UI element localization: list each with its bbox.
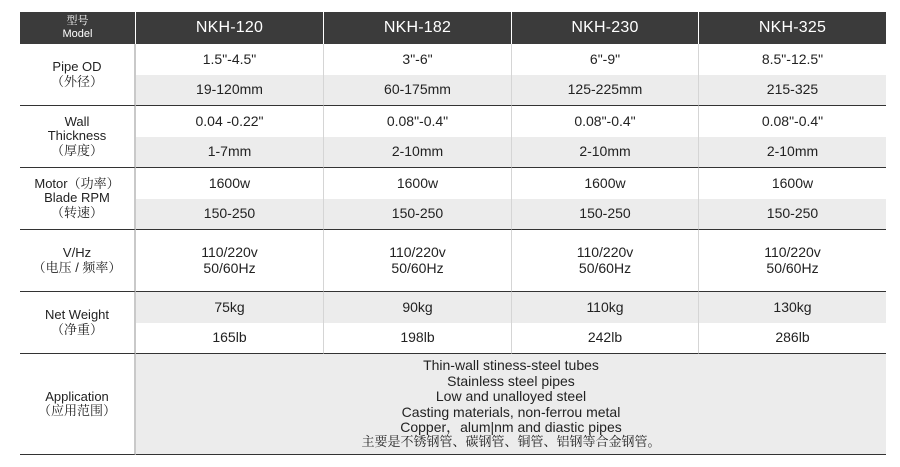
application-line-6: 主要是不锈钢管、碳钢管、铜管、铝钢等合金钢管。	[361, 434, 661, 450]
net-weight-label-cn: （净重）	[50, 321, 103, 337]
voltage-label-cn: （电压 / 频率）	[32, 259, 122, 275]
wall-thickness-label-line1: Wall	[64, 114, 90, 130]
voltage-label	[20, 230, 136, 292]
wall-thickness-inch-2: 0.08"-0.4"	[324, 106, 512, 137]
application-line-5: Copper，alum|nm and diastic pipes	[400, 418, 622, 435]
pipe-od-label	[20, 44, 136, 106]
motor-power-3: 1600w	[512, 168, 699, 199]
net-weight-lb-2: 198lb	[324, 323, 512, 354]
voltage-v-2: 110/220v	[389, 244, 446, 261]
motor-label	[20, 168, 136, 230]
pipe-od-row-inch	[20, 44, 886, 75]
motor-power-1: 1600w	[136, 168, 324, 199]
motor-row-power	[20, 168, 886, 199]
application-line-2: Stainless steel pipes	[447, 372, 575, 389]
motor-label-line3: （转速）	[50, 204, 103, 220]
net-weight-kg-4: 130kg	[699, 292, 886, 323]
motor-row-rpm	[20, 199, 886, 230]
voltage-cell-4	[699, 230, 886, 292]
wall-thickness-label-line2: Thickness	[47, 128, 107, 144]
pipe-od-inch-1: 1.5"-4.5"	[136, 44, 324, 75]
voltage-hz-4: 50/60Hz	[766, 259, 819, 276]
wall-thickness-row-inch	[20, 106, 886, 137]
header-model-3: NKH-230	[512, 12, 699, 44]
net-weight-lb-1: 165lb	[136, 323, 324, 354]
motor-power-4: 1600w	[771, 174, 814, 191]
application-line-3: Low and unalloyed steel	[435, 388, 587, 405]
wall-thickness-mm-1: 1-7mm	[136, 137, 324, 168]
pipe-od-mm-2: 60-175mm	[324, 75, 512, 106]
pipe-od-label-en: Pipe OD	[52, 59, 102, 75]
motor-power-2: 1600w	[324, 168, 512, 199]
wall-thickness-mm-3: 2-10mm	[512, 137, 699, 168]
wall-thickness-mm-2: 2-10mm	[324, 137, 512, 168]
net-weight-label	[20, 292, 136, 354]
header-model-2: NKH-182	[324, 12, 512, 44]
wall-thickness-label-cn: （厚度）	[50, 142, 103, 158]
voltage-v-1: 110/220v	[201, 244, 258, 261]
header-model-en: Model	[62, 28, 93, 40]
pipe-od-inch-4: 8.5"-12.5"	[761, 50, 824, 67]
wall-thickness-inch-4: 0.08"-0.4"	[761, 112, 824, 129]
net-weight-row-lb	[20, 323, 886, 354]
net-weight-lb-4: 286lb	[699, 323, 886, 354]
pipe-od-mm-3: 125-225mm	[512, 75, 699, 106]
pipe-od-mm-4: 215-325	[699, 75, 886, 106]
application-label-cn: （应用范围）	[37, 403, 116, 418]
net-weight-kg-3: 110kg	[512, 292, 699, 323]
wall-thickness-inch-1: 0.04 -0.22"	[136, 106, 324, 137]
application-label-en: Application	[45, 388, 109, 404]
wall-thickness-inch-3: 0.08"-0.4"	[512, 106, 699, 137]
header-model-1: NKH-120	[136, 12, 324, 44]
pipe-od-row-mm	[20, 75, 886, 106]
voltage-row	[20, 230, 886, 292]
application-list	[136, 354, 886, 455]
net-weight-label-en: Net Weight	[44, 307, 110, 323]
header-row	[20, 12, 886, 44]
net-weight-row-kg	[20, 292, 886, 323]
voltage-cell-2	[324, 230, 512, 292]
blade-rpm-3: 150-250	[512, 199, 699, 230]
header-model-4: NKH-325	[699, 12, 886, 44]
blade-rpm-1: 150-250	[136, 199, 324, 230]
application-line-4: Casting materials, non-ferrou metal	[401, 403, 621, 420]
header-model-cn: 型号	[66, 15, 89, 28]
blade-rpm-4: 150-250	[699, 199, 886, 230]
voltage-label-en: V/Hz	[62, 245, 92, 261]
voltage-hz-2: 50/60Hz	[391, 259, 444, 276]
application-row	[20, 354, 886, 455]
wall-thickness-mm-4: 2-10mm	[699, 137, 886, 168]
motor-label-line2: Blade RPM	[44, 190, 110, 206]
net-weight-kg-1: 75kg	[136, 292, 324, 323]
header-model-label	[20, 12, 136, 44]
voltage-v-3: 110/220v	[576, 244, 634, 261]
pipe-od-label-cn: （外径）	[50, 73, 103, 89]
wall-thickness-row-mm	[20, 137, 886, 168]
pipe-od-mm-1: 19-120mm	[136, 75, 324, 106]
net-weight-lb-3: 242lb	[512, 323, 699, 354]
voltage-cell-3	[512, 230, 699, 292]
voltage-hz-3: 50/60Hz	[578, 259, 632, 276]
voltage-hz-1: 50/60Hz	[203, 259, 256, 276]
voltage-cell-1	[136, 230, 324, 292]
pipe-od-inch-3: 6"-9"	[512, 44, 699, 75]
voltage-v-4: 110/220v	[764, 244, 821, 261]
blade-rpm-2: 150-250	[324, 199, 512, 230]
motor-label-line1: Motor（功率）	[34, 176, 120, 192]
pipe-od-inch-2: 3"-6"	[324, 44, 512, 75]
spec-table	[20, 12, 886, 455]
wall-thickness-label	[20, 106, 136, 168]
application-line-1: Thin-wall stiness-steel tubes	[423, 357, 599, 374]
application-label	[20, 354, 136, 455]
net-weight-kg-2: 90kg	[324, 292, 512, 323]
